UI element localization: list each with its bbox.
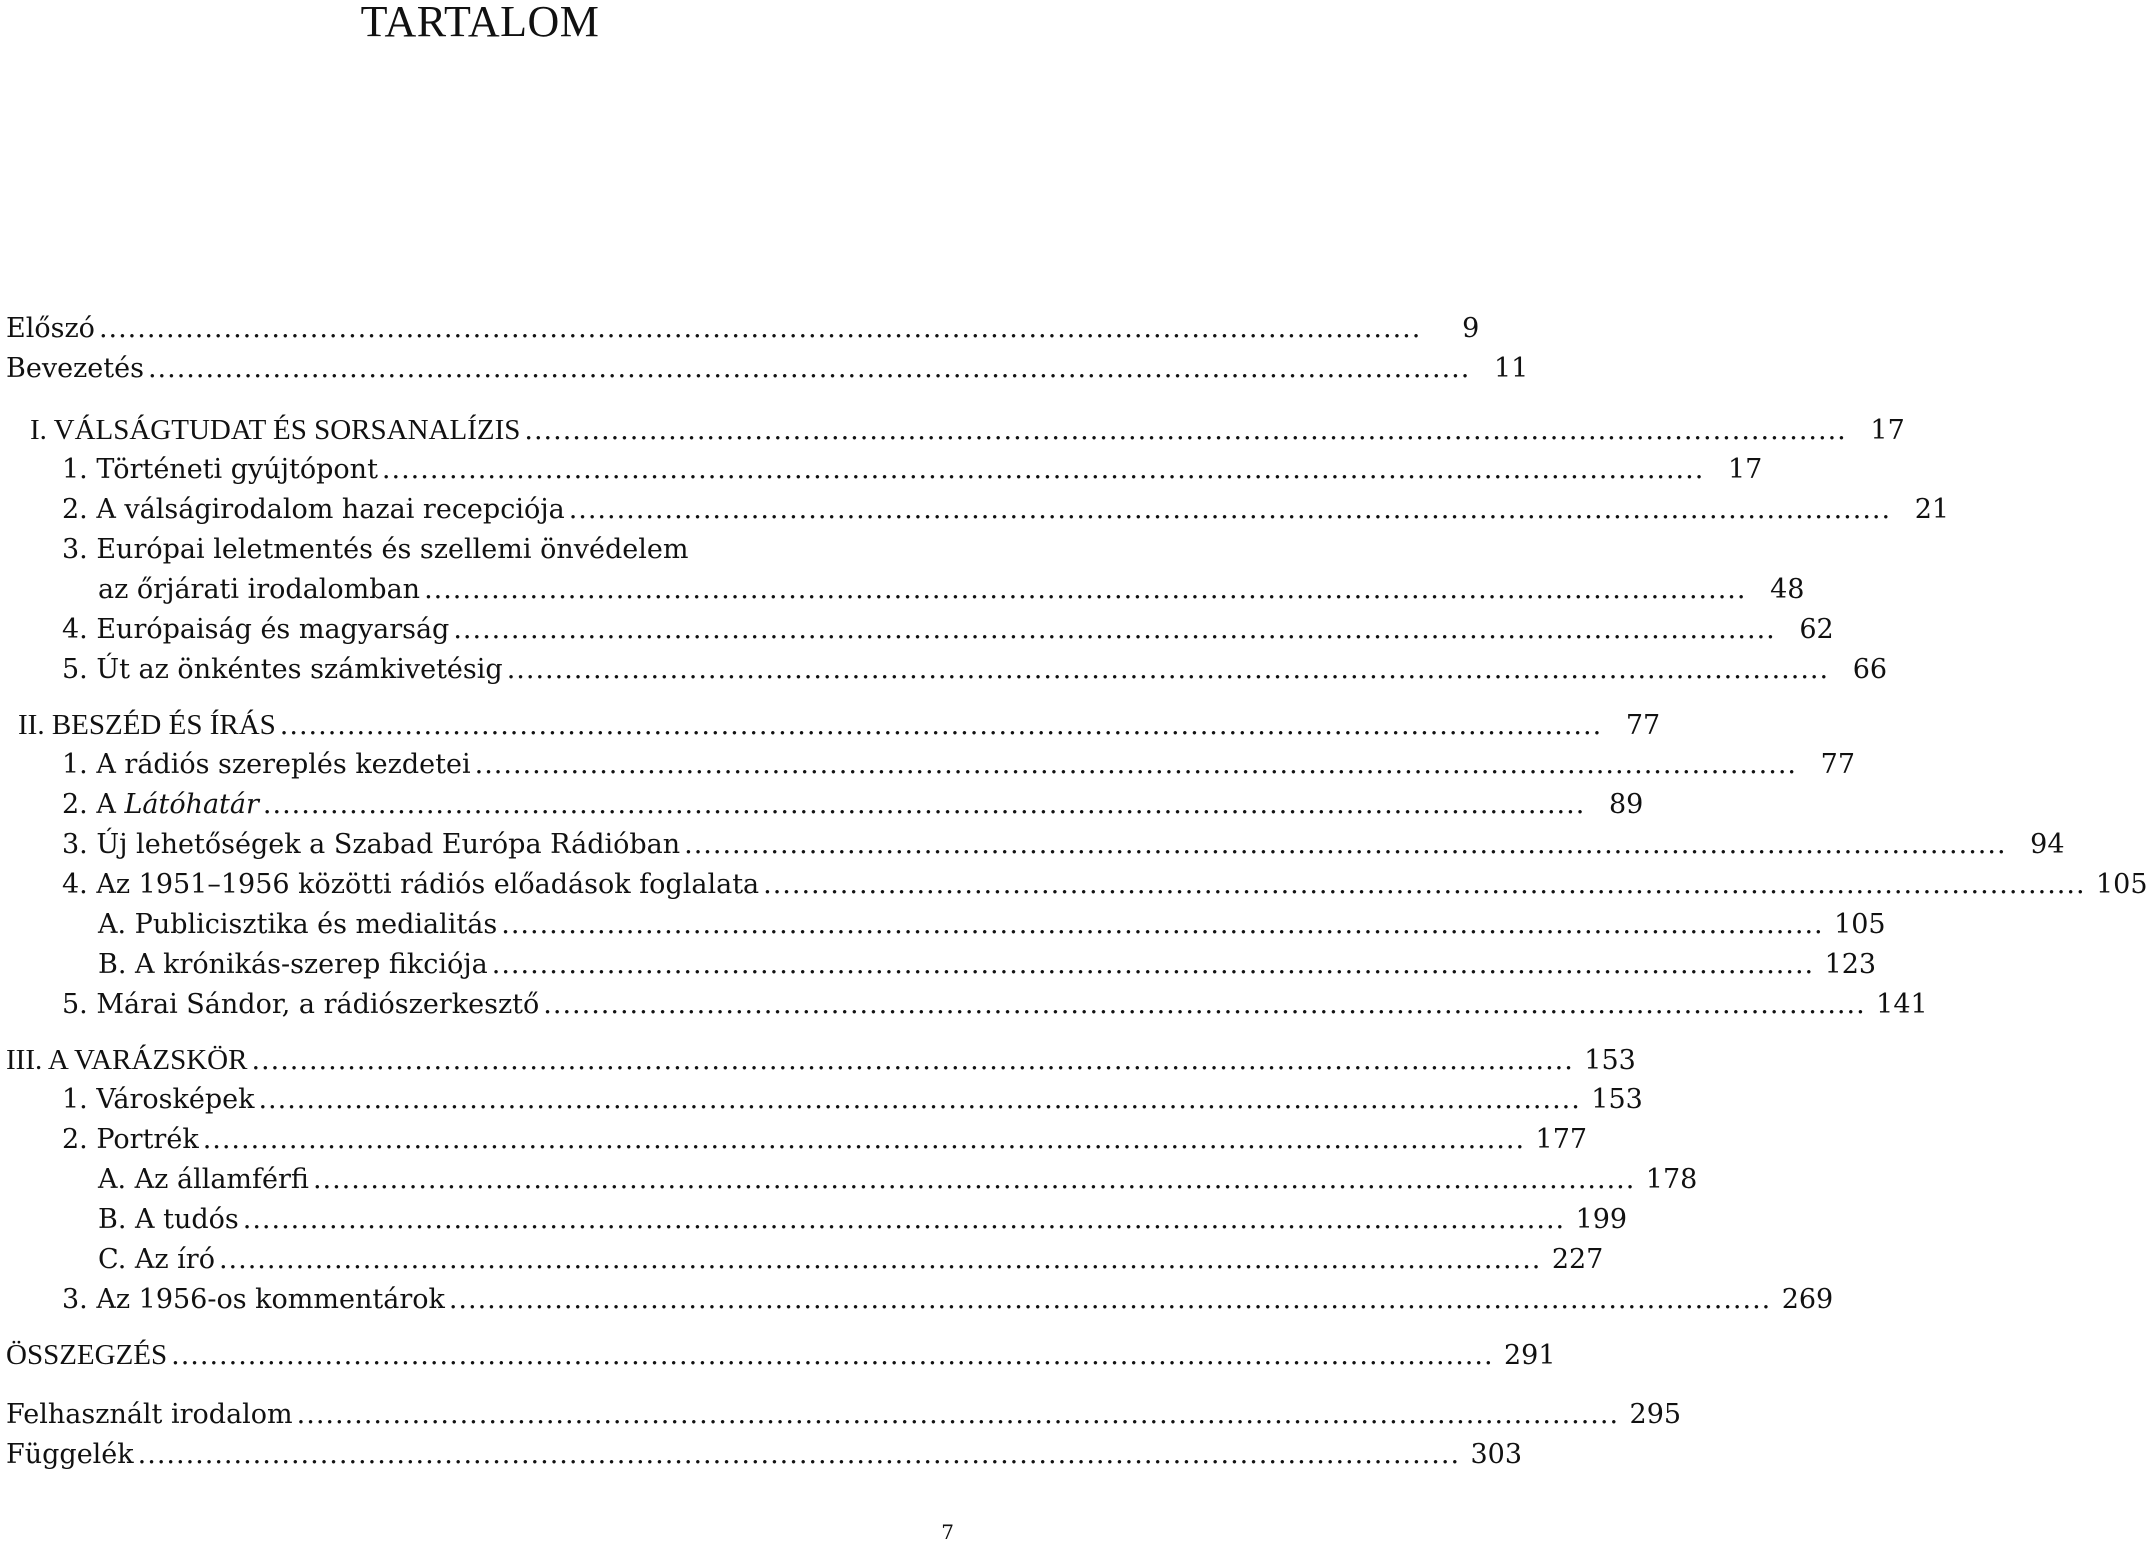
toc-entry-part-2[interactable] [18, 705, 1661, 745]
leader-dots: .......................................................................................................................................... [312, 1164, 1636, 1195]
leader-dots: .......................................................................................................................................... [262, 789, 1586, 820]
toc-entry-page: 303 [1470, 1439, 1523, 1470]
toc-entry-label: B. A tudós [98, 1204, 239, 1235]
toc-entry-page: 199 [1575, 1204, 1628, 1235]
toc-entry-page: 153 [1584, 1045, 1636, 1076]
toc-entry-label: 5. Márai Sándor, a rádiószerkesztő [62, 989, 540, 1020]
toc-entry-1-1[interactable] [62, 450, 1763, 490]
page-number: 7 [941, 1520, 954, 1544]
toc-entry-label: Felhasznált irodalom [6, 1399, 293, 1430]
toc-entry-part-3[interactable] [6, 1040, 1636, 1080]
toc-entry-page: 269 [1781, 1284, 1834, 1315]
toc-entry-page: 105 [1834, 909, 1886, 940]
toc-entry-label: 4. Az 1951–1956 közötti rádiós előadások foglalata [62, 869, 760, 900]
toc-entry-label: Előszó [6, 313, 95, 344]
leader-dots: .......................................................................................................................................... [453, 614, 1776, 645]
toc-entry-felhasznalt-irodalom[interactable] [6, 1395, 1682, 1435]
toc-entry-label: II. BESZÉD ÉS ÍRÁS [18, 709, 276, 741]
toc-entry-label: ÖSSZEGZÉS [6, 1339, 168, 1371]
toc-entry-label: 1. Városképek [62, 1084, 255, 1115]
leader-dots: .......................................................................................................................................... [381, 454, 1705, 485]
toc-entry-page: 17 [1870, 415, 1905, 446]
page-title: TARTALOM [360, 0, 600, 46]
toc-entry-label: 2. Portrék [62, 1124, 199, 1155]
toc-entry-page: 291 [1503, 1340, 1556, 1371]
leader-dots: .......................................................................................................................................... [296, 1399, 1620, 1430]
toc-entry-page: 21 [1914, 494, 1950, 525]
leader-dots: .......................................................................................................................................... [171, 1340, 1494, 1371]
leader-dots: .......................................................................................................................................... [137, 1439, 1461, 1470]
toc-entry-3-2-b[interactable] [98, 1200, 1628, 1240]
toc-entry-page: 77 [1820, 749, 1856, 780]
toc-entry-label: III. A VARÁZSKÖR [6, 1044, 248, 1076]
toc-entry-1-2[interactable] [62, 490, 1950, 530]
toc-entry-label: A. Az államférfi [98, 1164, 309, 1195]
toc-entry-label: 1. A rádiós szereplés kezdetei [62, 749, 471, 780]
toc-entry-label-prefix: 2. A [62, 789, 125, 820]
toc-entry-3-1[interactable] [62, 1080, 1643, 1120]
toc-entry-3-2-c[interactable] [98, 1240, 1604, 1280]
leader-dots: .......................................................................................................................................... [147, 353, 1471, 384]
toc-entry-label: Függelék [6, 1439, 134, 1470]
leader-dots: .......................................................................................................................................... [474, 749, 1798, 780]
toc-entry-1-4[interactable] [62, 610, 1834, 650]
leader-dots: .......................................................................................................................................... [543, 989, 1866, 1020]
toc-entry-page: 153 [1591, 1084, 1643, 1115]
toc-entry-osszegzes[interactable] [6, 1335, 1556, 1375]
toc-entry-2-2[interactable] [62, 785, 1644, 825]
toc-entry-page: 177 [1535, 1124, 1588, 1155]
leader-dots: .......................................................................................................................................... [524, 415, 1847, 446]
toc-entry-2-4[interactable] [62, 865, 2148, 905]
toc-entry-label: B. A krónikás-szerep fikciója [98, 949, 488, 980]
toc-entry-1-3-line1[interactable]: 3. Európai leletmentés és szellemi önvédelem [62, 534, 689, 565]
toc-entry-1-3-line2[interactable] [98, 570, 1805, 610]
toc-entry-2-4-a[interactable] [98, 905, 1886, 945]
leader-dots: .......................................................................................................................................... [98, 313, 1422, 344]
leader-dots: .......................................................................................................................................... [258, 1084, 1581, 1115]
toc-entry-label: A. Publicisztika és medialitás [98, 909, 498, 940]
toc-entry-2-3[interactable] [62, 825, 2065, 865]
toc-entry-label: 1. Történeti gyújtópont [62, 454, 378, 485]
toc-entry-page: 123 [1824, 949, 1877, 980]
toc-entry-page: 66 [1852, 654, 1888, 685]
toc-entry-page: 9 [1462, 313, 1480, 344]
leader-dots: .......................................................................................................................................... [251, 1045, 1574, 1076]
toc-entry-label: Bevezetés [6, 353, 144, 384]
toc-entry-page: 89 [1608, 789, 1644, 820]
toc-entry-3-2-a[interactable] [98, 1160, 1698, 1200]
toc-entry-2-1[interactable] [62, 745, 1856, 785]
leader-dots: .......................................................................................................................................... [684, 829, 2007, 860]
toc-entry-fuggelek[interactable] [6, 1435, 1523, 1475]
toc-entry-page: 77 [1625, 710, 1661, 741]
toc-entry-3-3[interactable] [62, 1280, 1834, 1320]
toc-entry-page: 227 [1551, 1244, 1604, 1275]
toc-entry-page: 62 [1799, 614, 1834, 645]
toc-entry-3-2[interactable] [62, 1120, 1588, 1160]
toc-entry-page: 11 [1493, 353, 1529, 384]
toc-entry-label: 5. Út az önkéntes számkivetésig [62, 654, 503, 685]
leader-dots: .......................................................................................................................................... [763, 869, 2086, 900]
leader-dots: .......................................................................................................................................... [424, 574, 1747, 605]
toc-entry-label: I. VÁLSÁGTUDAT ÉS SORSANALÍZIS [30, 414, 521, 446]
leader-dots: .......................................................................................................................................... [501, 909, 1824, 940]
toc-entry-2-5[interactable] [62, 985, 1928, 1025]
leader-dots: .......................................................................................................................................... [491, 949, 1815, 980]
toc-entry-page: 105 [2095, 869, 2148, 900]
toc-entry-label: 3. Az 1956-os kommentárok [62, 1284, 445, 1315]
toc-entry-label [62, 785, 259, 825]
toc-entry-page: 94 [2030, 829, 2065, 860]
toc-entry-label: 4. Európaiság és magyarság [62, 614, 450, 645]
toc-entry-label: 2. A válságirodalom hazai recepciója [62, 494, 565, 525]
toc-entry-page: 295 [1629, 1399, 1682, 1430]
toc-entry-page: 141 [1876, 989, 1928, 1020]
toc-entry-page: 178 [1645, 1164, 1698, 1195]
leader-dots: .......................................................................................................................................... [448, 1284, 1772, 1315]
toc-entry-label: 3. Új lehetőségek a Szabad Európa Rádióban [62, 829, 681, 860]
leader-dots: .......................................................................................................................................... [506, 654, 1830, 685]
leader-dots: .......................................................................................................................................... [568, 494, 1892, 525]
toc-entry-label: az őrjárati irodalomban [98, 574, 421, 605]
toc-entry-eloszo[interactable] [6, 309, 1480, 349]
toc-entry-page: 17 [1727, 454, 1763, 485]
leader-dots: .......................................................................................................................................... [242, 1204, 1566, 1235]
toc-entry-bevezetes[interactable] [6, 349, 1529, 389]
leader-dots: .......................................................................................................................................... [202, 1124, 1526, 1155]
leader-dots: .......................................................................................................................................... [218, 1244, 1542, 1275]
toc-entry-label-italic: Látóhatár [124, 789, 259, 820]
toc-entry-part-1[interactable] [30, 410, 1905, 450]
leader-dots: .......................................................................................................................................... [279, 710, 1603, 741]
toc-entry-1-5[interactable] [62, 650, 1888, 690]
toc-entry-page: 48 [1770, 574, 1805, 605]
toc-entry-2-4-b[interactable] [98, 945, 1877, 985]
toc-entry-label: C. Az író [98, 1244, 215, 1275]
